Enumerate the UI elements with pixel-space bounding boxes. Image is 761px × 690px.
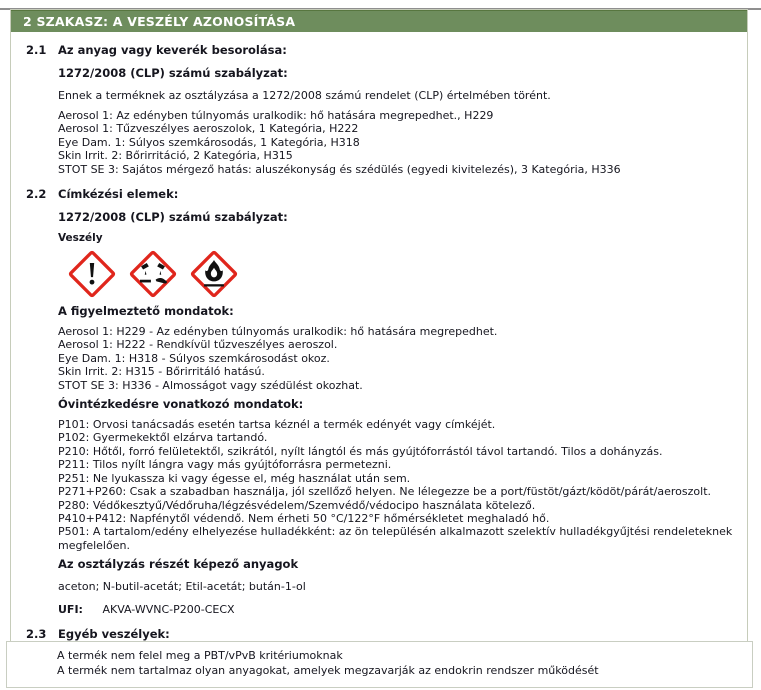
- ufi-row: [58, 603, 747, 616]
- other-hazards-notes-panel: [6, 641, 753, 688]
- precautionary-statements-heading: Óvintézkedésre vonatkozó mondatok:: [58, 397, 304, 412]
- subsection-number: 2.2: [26, 187, 47, 202]
- precautionary-statement-line: P210: Hőtől, forró felületektől, szikrától, nyílt lángtól és más gyújtóforrástól távol tartandó. Tilos a dohányzás.: [58, 444, 663, 458]
- subsection-title: Egyéb veszélyek:: [58, 627, 170, 642]
- regulation-heading: 1272/2008 (CLP) számú szabályzat:: [58, 210, 288, 225]
- hazard-statement-line: Skin Irrit. 2: H315 - Bőrirritáló hatású.: [58, 365, 265, 379]
- section-2-panel: [10, 9, 748, 654]
- precautionary-statement-line: P410+P412: Napfénytől védendő. Nem érheti 50 °C/122°F hőmérsékletet meghaladó hő.: [58, 511, 550, 525]
- precautionary-statement-line: P271+P260: Csak a szabadban használja, jól szellőző helyen. Ne lélegezze be a port/füstöt/gázt/ködöt/párát/aeroszolt.: [58, 485, 712, 499]
- section-header-bar: 2 SZAKASZ: A VESZÉLY AZONOSÍTÁSA: [11, 10, 747, 32]
- classification-line: Eye Dam. 1: Súlyos szemkárosodás, 1 Kategória, H318: [58, 135, 360, 149]
- subsection-2-2-heading: [26, 187, 747, 201]
- classification-line: Aerosol 1: Tűzveszélyes aeroszolok, 1 Kategória, H222: [58, 122, 359, 136]
- precautionary-statement-line: P101: Orvosi tanácsadás esetén tartsa kéznél a termék edényét vagy címkéjét.: [58, 418, 496, 432]
- subsection-title: Az anyag vagy keverék besorolása:: [58, 43, 287, 57]
- hazard-statement-line: Eye Dam. 1: H318 - Súlyos szemkárosodást okoz.: [58, 351, 330, 365]
- precautionary-statement-line: P102: Gyermekektől elzárva tartandó.: [58, 431, 268, 445]
- ghs05-corrosion-icon: [128, 249, 178, 299]
- ghs02-flame-icon: [189, 249, 239, 299]
- classification-line: Skin Irrit. 2: Bőrirritáció, 2 Kategória, H315: [58, 149, 293, 163]
- subsection-title: Címkézési elemek:: [58, 187, 179, 202]
- subsection-2-1-heading: [26, 43, 747, 57]
- subsection-number: 2.3: [26, 627, 47, 642]
- classification-list: [58, 109, 738, 176]
- classification-line: Aerosol 1: Az edényben túlnyomás uralkodik: hő hatására megrepedhet., H229: [58, 109, 494, 122]
- ghs07-exclamation-mark-icon: [67, 249, 117, 299]
- precautionary-statement-line: P251: Ne lyukassza ki vagy égesse el, még használat után sem.: [58, 471, 411, 485]
- classification-intro: Ennek a terméknek az osztályzása a 1272/2008 számú rendelet (CLP) értelmében törént.: [58, 89, 551, 102]
- precautionary-statement-line: P280: Védőkesztyű/Védőruha/légzésvédelem/Szemvédő/védocipo használata kötelező.: [58, 498, 536, 512]
- hazard-statement-line: STOT SE 3: H336 - Almosságot vagy szédülést okozhat.: [58, 378, 363, 392]
- subsection-number: 2.1: [26, 43, 47, 57]
- hazard-statements-heading: A figyelmeztető mondatok:: [58, 304, 234, 319]
- hazard-statement-line: Aerosol 1: H222 - Rendkívül tűzveszélyes aeroszol.: [58, 338, 338, 352]
- hazard-statement-line: Aerosol 1: H229 - Az edényben túlnyomás uralkodik: hő hatására megrepedhet.: [58, 325, 498, 339]
- precautionary-statements-list: [58, 418, 738, 552]
- regulation-heading: 1272/2008 (CLP) számú szabályzat:: [58, 66, 288, 80]
- precautionary-statement-line: P501: A tartalom/edény elhelyezése hulladékként: az ön településén alkalmazott szelektív hulladékgyűjtési rendeleteknek megfelelően.: [58, 525, 733, 552]
- substances-list: aceton; N-butil-acetát; Etil-acetát; bután-1-ol: [58, 580, 306, 594]
- signal-word: Veszély: [58, 232, 103, 245]
- footer-note-line: A termék nem felel meg a PBT/vPvB kritériumoknak: [57, 649, 343, 662]
- substances-heading: Az osztályzás részét képező anyagok: [58, 557, 299, 572]
- hazard-statements-list: [58, 325, 738, 392]
- precautionary-statement-line: P211: Tilos nyílt lángra vagy más gyújtóforrásra permetezni.: [58, 458, 392, 472]
- ufi-label: UFI:: [58, 603, 83, 617]
- classification-line: STOT SE 3: Sajátos mérgező hatás: aluszékonyság és szédülés (egyedi kivitelezés), 3 Kategória, H336: [58, 162, 621, 176]
- ghs-pictograms: [67, 249, 747, 299]
- ufi-value: AKVA-WVNC-P200-CECX: [102, 603, 235, 617]
- subsection-2-3-heading: [26, 627, 747, 641]
- footer-note-line: A termék nem tartalmaz olyan anyagokat, amelyek megzavarják az endokrin rendszer működését: [57, 663, 599, 677]
